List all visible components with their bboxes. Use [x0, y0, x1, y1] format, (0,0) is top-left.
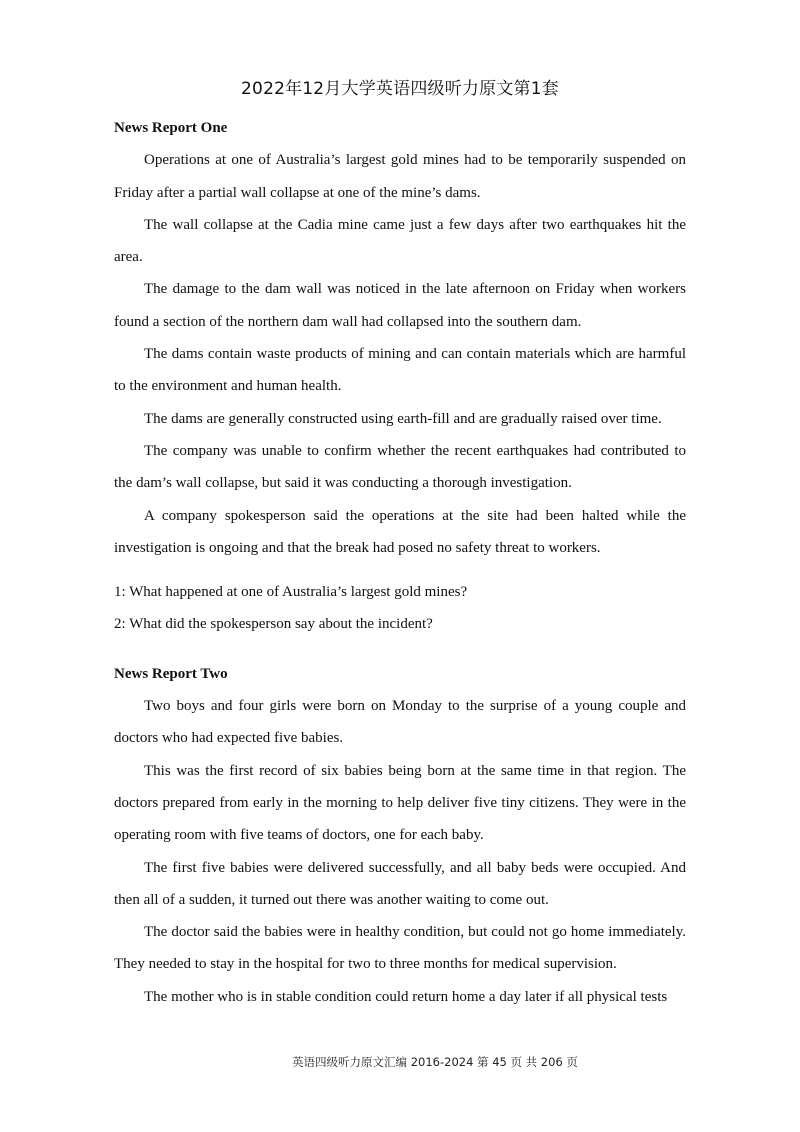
- report-two-paragraph: The doctor said the babies were in healthy condition, but could not go home immediately. They needed to stay in the hospital for two to three months for medical supervision.: [114, 924, 686, 973]
- document-body: [114, 112, 686, 1013]
- report-two-paragraph: Two boys and four girls were born on Monday to the surprise of a young couple and doctors who had expected five babies.: [114, 698, 686, 747]
- report-two-paragraph: The first five babies were delivered successfully, and all baby beds were occupied. And then all of a sudden, it turned out there was another waiting to come out.: [114, 859, 686, 908]
- report-one-heading: News Report One: [114, 120, 228, 136]
- report-one-paragraph: Operations at one of Australia’s largest gold mines had to be temporarily suspended on Friday after a partial wall collapse at one of the mine’s dams.: [114, 152, 686, 201]
- question-2: 2: What did the spokesperson say about the incident?: [114, 616, 433, 633]
- report-one-paragraph: The wall collapse at the Cadia mine came just a few days after two earthquakes hit the area.: [114, 216, 686, 266]
- report-one-paragraph: A company spokesperson said the operations at the site had been halted while the investigation is ongoing and that the break had posed no safety threat to workers.: [114, 507, 686, 556]
- report-one-paragraph: The company was unable to confirm whether the recent earthquakes had contributed to the dam’s wall collapse, but said it was conducting a thorough investigation.: [114, 442, 686, 492]
- report-one-paragraph: The damage to the dam wall was noticed in the late afternoon on Friday when workers found a section of the northern dam wall had collapsed into the southern dam.: [114, 281, 686, 330]
- document-title: 2022年12月大学英语四级听力原文第1套: [241, 79, 559, 99]
- report-one-paragraph: The dams are generally constructed using earth-fill and are gradually raised over time.: [144, 410, 662, 427]
- report-two-paragraph: This was the first record of six babies being born at the same time in that region. The doctors prepared from early in the morning to help deliver five tiny citizens. They were in the operating room with five teams of doctors, one for each baby.: [114, 762, 686, 844]
- report-one-paragraph: The dams contain waste products of mining and can contain materials which are harmful to the environment and human health.: [114, 346, 686, 395]
- report-two-paragraph: The mother who is in stable condition could return home a day later if all physical tests: [144, 988, 668, 1005]
- page-footer: 英语四级听力原文汇编 2016-2024 第 45 页 共 206 页: [292, 1055, 578, 1069]
- spacer: [114, 564, 686, 576]
- question-1: 1: What happened at one of Australia’s largest gold mines?: [114, 584, 468, 601]
- spacer: [114, 641, 686, 658]
- report-two-heading: News Report Two: [114, 665, 228, 682]
